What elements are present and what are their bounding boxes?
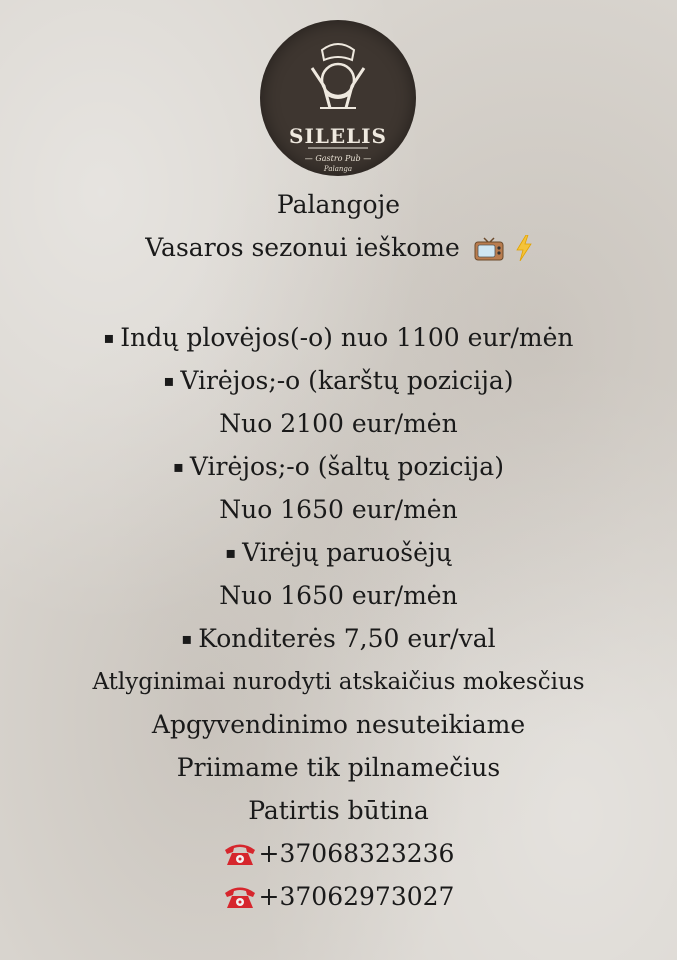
position-line [0,319,677,362]
location-text: Palangoje [276,190,401,219]
position-salary: Nuo 1650 eur/mėn [219,495,458,524]
note-line [0,792,677,835]
telephone-icon [223,840,257,878]
tv-icon [474,234,504,272]
position-line [0,448,677,491]
bullet-icon: ▪ [181,629,193,648]
position-title: Konditerės 7,50 eur/val [198,624,496,653]
phone-line [0,878,677,921]
poster-text [0,186,677,921]
bullet-icon: ▪ [163,371,175,390]
phone-line [0,835,677,878]
logo-city: Palanga [323,165,353,173]
salary-line [0,577,677,620]
note-line [0,663,677,706]
position-title: Virėjos;-o (karštų pozicija) [180,366,514,395]
note-line [0,749,677,792]
chef-mascot-icon [260,20,416,176]
phone-number[interactable]: +37062973027 [258,882,455,911]
note-text: Apgyvendinimo nesuteikiame [151,710,526,739]
logo-subtitle: — Gastro Pub — [304,154,372,163]
salary-line [0,405,677,448]
bullet-icon: ▪ [225,543,237,562]
note-text: Atlyginimai nurodyti atskaičius mokesčius [92,669,585,695]
position-line [0,362,677,405]
intro-line [0,229,677,272]
bullet-icon: ▪ [173,457,184,476]
phone-number[interactable]: +37068323236 [258,839,455,868]
lightning-icon [516,234,532,272]
position-salary: Nuo 1650 eur/mėn [219,581,458,610]
note-text: Priimame tik pilnamečius [176,753,501,782]
position-line [0,620,677,663]
position-title: Indų plovėjos(-o) nuo 1100 eur/mėn [120,323,574,352]
intro-text: Vasaros sezonui ieškome [145,233,460,262]
spacer [0,272,677,319]
note-text: Patirtis būtina [248,796,429,825]
brand-logo [260,20,416,176]
position-title: Virėjos;-o (šaltų pozicija) [189,452,504,481]
location-line [0,186,677,229]
note-line [0,706,677,749]
salary-line [0,491,677,534]
bullet-icon: ▪ [103,328,115,347]
position-line [0,534,677,577]
position-salary: Nuo 2100 eur/mėn [219,409,458,438]
logo-name: SILELIS [289,124,387,148]
telephone-icon [223,883,257,921]
position-title: Virėjų paruošėjų [242,538,452,567]
